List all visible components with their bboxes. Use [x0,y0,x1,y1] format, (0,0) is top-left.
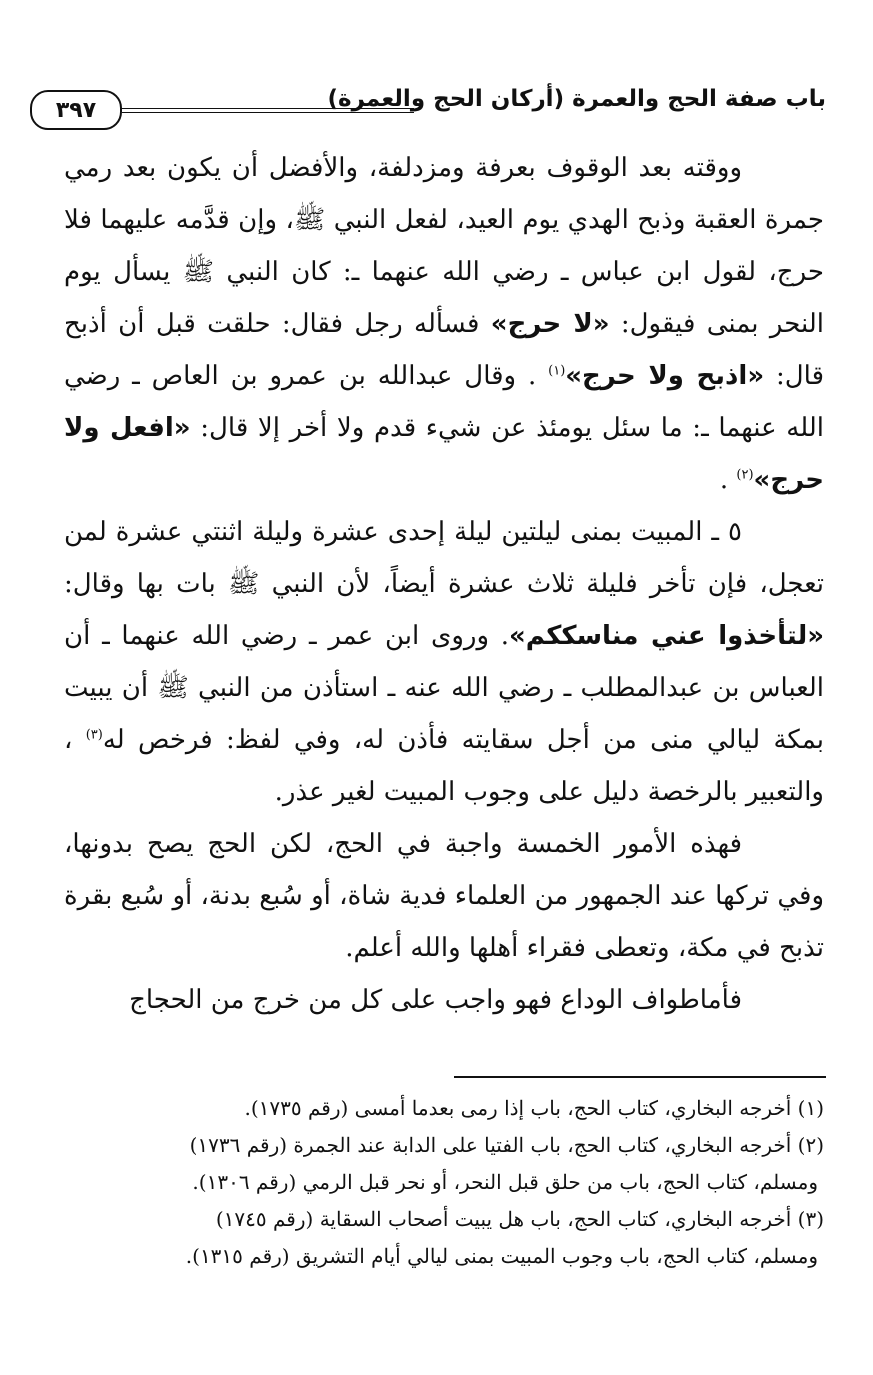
footnote-line: (٣) أخرجه البخاري، كتاب الحج، باب هل يبيت أصحاب السقاية (رقم ١٧٤٥) [215,1207,824,1231]
text-span: فهذه الأمور الخمسة واجبة في الحج، لكن الحج يصح بدونها، وفي تركها عند الجمهور من العلماء فدية شاة، أو سُبع بدنة، أو سُبع بقرة تذبح في مكة، وتعطى فقراء أهلها والله أعلم. [64,829,824,963]
text-span: . وروى ابن عمر ـ رضي الله عنهما ـ أن العباس بن عبدالمطلب ـ رضي الله عنه ـ استأذن من النبي ﷺ أن يبيت بمكة ليالي منى من أجل سقايته فأذن له، وفي لفظ: فرخص له [64,621,825,755]
hadith-quote: «لا حرج» [490,309,610,339]
text-span: . وقال عبدالله بن عمرو بن العاص ـ رضي الله عنهما ـ: ما سئل يومئذ عن شيء قدم ولا أخر إلا قال: [64,361,824,443]
footnote-line: (١) أخرجه البخاري، كتاب الحج، باب إذا رمى بعدما أمسى (رقم ١٧٣٥). [244,1096,824,1120]
chapter-title: باب صفة الحج والعمرة (أركان الحج والعمرة) [327,86,826,112]
footnote-ref: (١) [548,363,566,379]
body-text [64,142,824,1026]
hadith-quote: «اذبح ولا حرج» [565,361,765,391]
hadith-quote: «لتأخذوا عني مناسككم» [509,621,824,651]
footnote-continuation: ومسلم، كتاب الحج، باب وجوب المبيت بمنى ليالي أيام التشريق (رقم ١٣١٥). [185,1244,818,1268]
footnote-line: (٢) أخرجه البخاري، كتاب الحج، باب الفتيا على الدابة عند الجمرة (رقم ١٧٣٦) [189,1133,824,1157]
page-number: ٣٩٧ [30,90,122,130]
hadith-quote: «افعل ولا حرج» [64,413,824,495]
header-double-rule [122,108,414,113]
body-paragraph [64,506,824,818]
body-paragraph [64,142,824,506]
page-header [26,84,826,134]
text-span: فأماطواف الوداع فهو واجب على كل من خرج من الحجاج [129,985,742,1015]
footnote-ref: (٢) [736,467,754,483]
text-span: ٥ ـ المبيت بمنى ليلتين ليلة إحدى عشرة وليلة اثنتي عشرة لمن تعجل، فإن تأخر فليلة ثلاث عشرة أيضاً، لأن النبي ﷺ بات بها وقال: [64,517,824,599]
body-paragraph [64,818,824,974]
footnote-continuation: ومسلم، كتاب الحج، باب من حلق قبل النحر، أو نحر قبل الرمي (رقم ١٣٠٦). [192,1170,818,1194]
text-span: . [719,465,737,495]
text-span: ، والتعبير بالرخصة دليل على وجوب المبيت لغير عذر. [64,725,824,807]
text-span: فسأله رجل فقال: حلقت قبل أن أذبح قال: [64,309,825,391]
footnote-separator [454,1076,826,1078]
body-paragraph [64,974,824,1026]
footnotes [64,1090,824,1275]
text-span: ووقته بعد الوقوف بعرفة ومزدلفة، والأفضل أن يكون بعد رمي جمرة العقبة وذبح الهدي يوم العيد، لفعل النبي ﷺ، وإن قدَّمه عليهما فلا حرج، لقول ابن عباس ـ رضي الله عنهما ـ: كان النبي ﷺ يسأل يوم النحر بمنى فيقول: [64,153,825,339]
footnote-ref: (٣) [85,727,103,743]
